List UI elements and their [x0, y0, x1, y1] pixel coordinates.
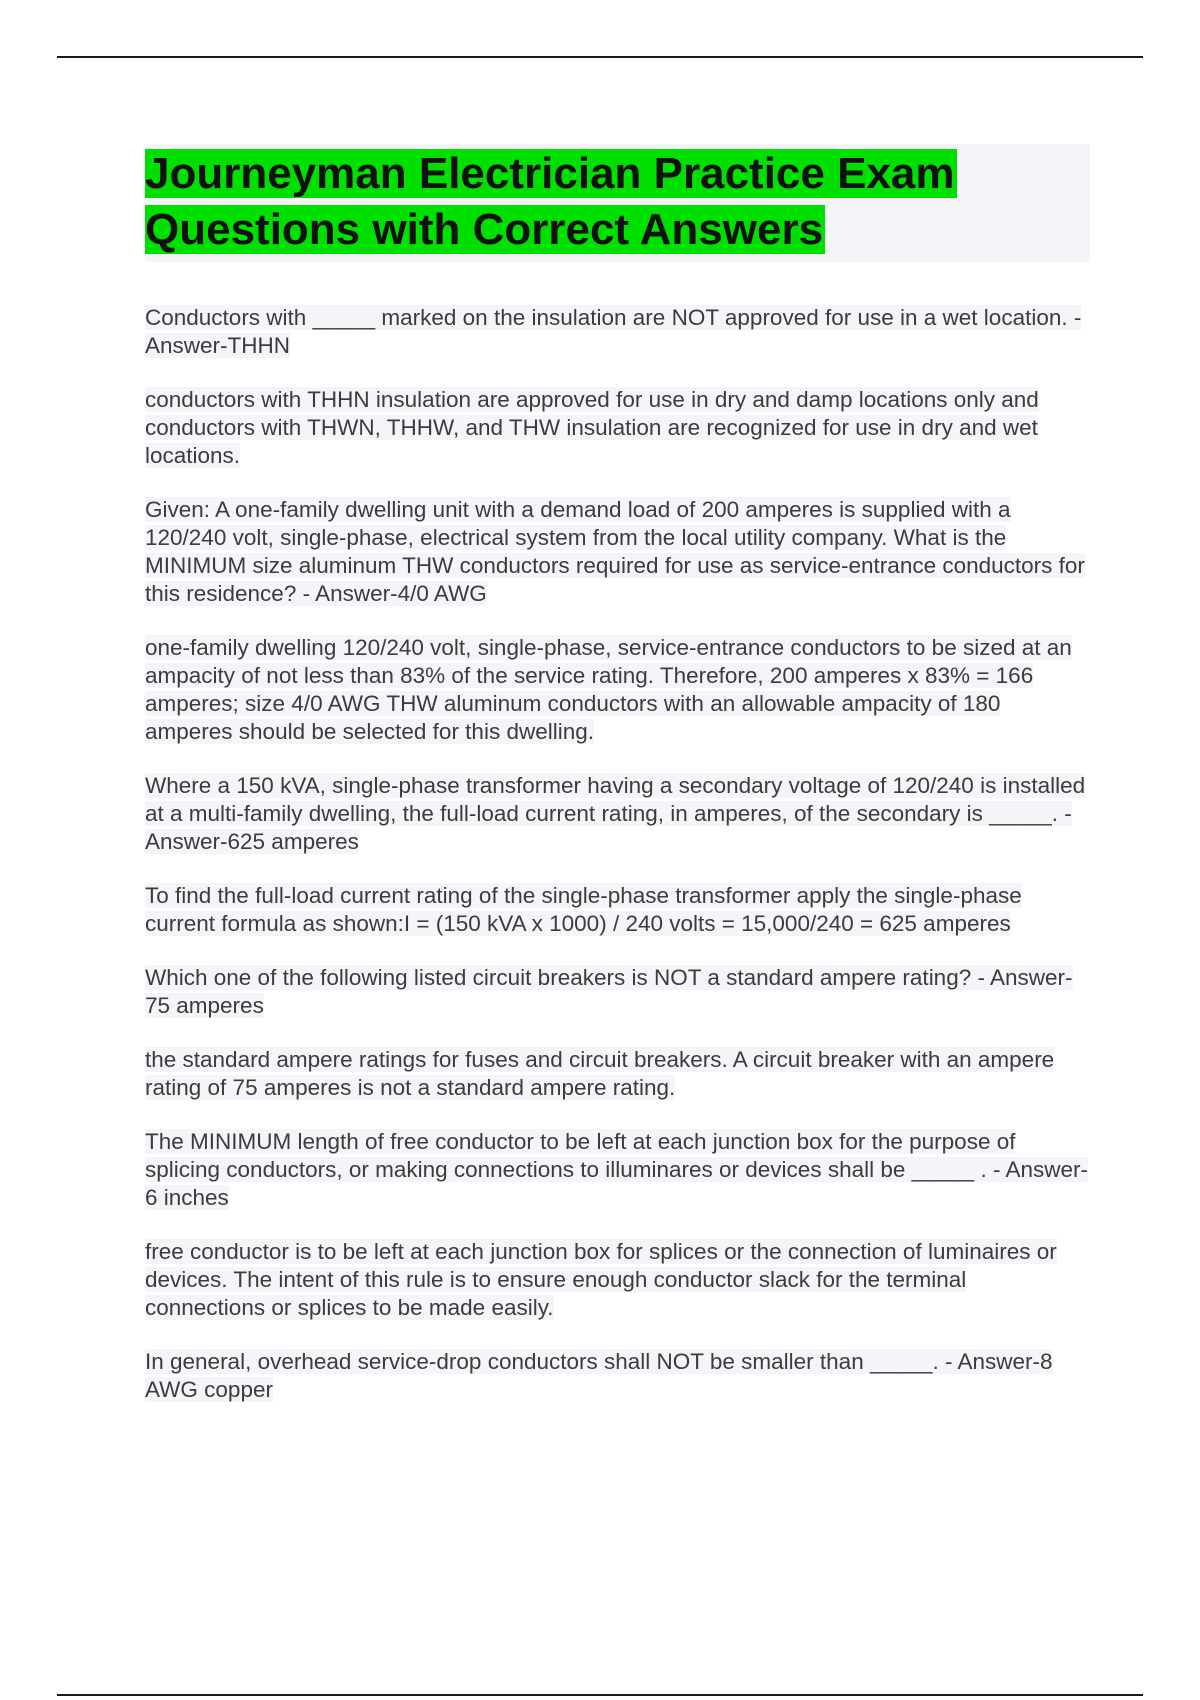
title-block [145, 144, 1090, 262]
explanation-1 [145, 386, 1090, 470]
document-title-text: Journeyman Electrician Practice Exam Questions with Correct Answers [145, 149, 955, 254]
top-rule [57, 56, 1143, 58]
question-3 [145, 772, 1090, 856]
explanation-2 [145, 634, 1090, 746]
bottom-rule [57, 1694, 1143, 1696]
question-5 [145, 1128, 1090, 1212]
question-5-text: The MINIMUM length of free conductor to be left at each junction box for the purpose of splicing conductors, or making connections to illuminares or devices shall be _____ . - Answer-6 inches [145, 1129, 1088, 1210]
document-title [145, 146, 1090, 258]
explanation-4-text: the standard ampere ratings for fuses and circuit breakers. A circuit breaker with an ampere rating of 75 amperes is not a standard ampere rating. [145, 1047, 1055, 1100]
explanation-5 [145, 1238, 1090, 1322]
explanation-3 [145, 882, 1090, 938]
question-2-text: Given: A one-family dwelling unit with a demand load of 200 amperes is supplied with a 120/240 volt, single-phase, electrical system from the local utility company. What is the MINIMUM size aluminum THW conductors required for use as service-entrance conductors for this residence? - Answer-4/0 AWG [145, 497, 1085, 606]
qa-list [145, 304, 1090, 1404]
document-body [145, 144, 1090, 1430]
explanation-3-text: To find the full-load current rating of the single-phase transformer apply the single-phase current formula as shown:I = (150 kVA x 1000) / 240 volts = 15,000/240 = 625 amperes [145, 883, 1022, 936]
question-3-text: Where a 150 kVA, single-phase transformer having a secondary voltage of 120/240 is installed at a multi-family dwelling, the full-load current rating, in amperes, of the secondary is _____. - Answer-625 amperes [145, 773, 1086, 854]
question-4 [145, 964, 1090, 1020]
question-2 [145, 496, 1090, 608]
question-6-text: In general, overhead service-drop conductors shall NOT be smaller than _____. - Answer-8 AWG copper [145, 1349, 1053, 1402]
question-1-text: Conductors with _____ marked on the insulation are NOT approved for use in a wet location. - Answer-THHN [145, 305, 1082, 358]
explanation-5-text: free conductor is to be left at each junction box for splices or the connection of luminaires or devices. The intent of this rule is to ensure enough conductor slack for the terminal connections or splices to be made easily. [145, 1239, 1057, 1320]
explanation-1-text: conductors with THHN insulation are approved for use in dry and damp locations only and conductors with THWN, THHW, and THW insulation are recognized for use in dry and wet locations. [145, 387, 1039, 468]
question-1 [145, 304, 1090, 360]
question-6 [145, 1348, 1090, 1404]
explanation-2-text: one-family dwelling 120/240 volt, single-phase, service-entrance conductors to be sized at an ampacity of not less than 83% of the service rating. Therefore, 200 amperes x 83% = 166 amperes; size 4/0 AWG THW aluminum conductors with an allowable ampacity of 180 amperes should be selected for this dwelling. [145, 635, 1072, 744]
question-4-text: Which one of the following listed circuit breakers is NOT a standard ampere rating? - Answer-75 amperes [145, 965, 1073, 1018]
explanation-4 [145, 1046, 1090, 1102]
